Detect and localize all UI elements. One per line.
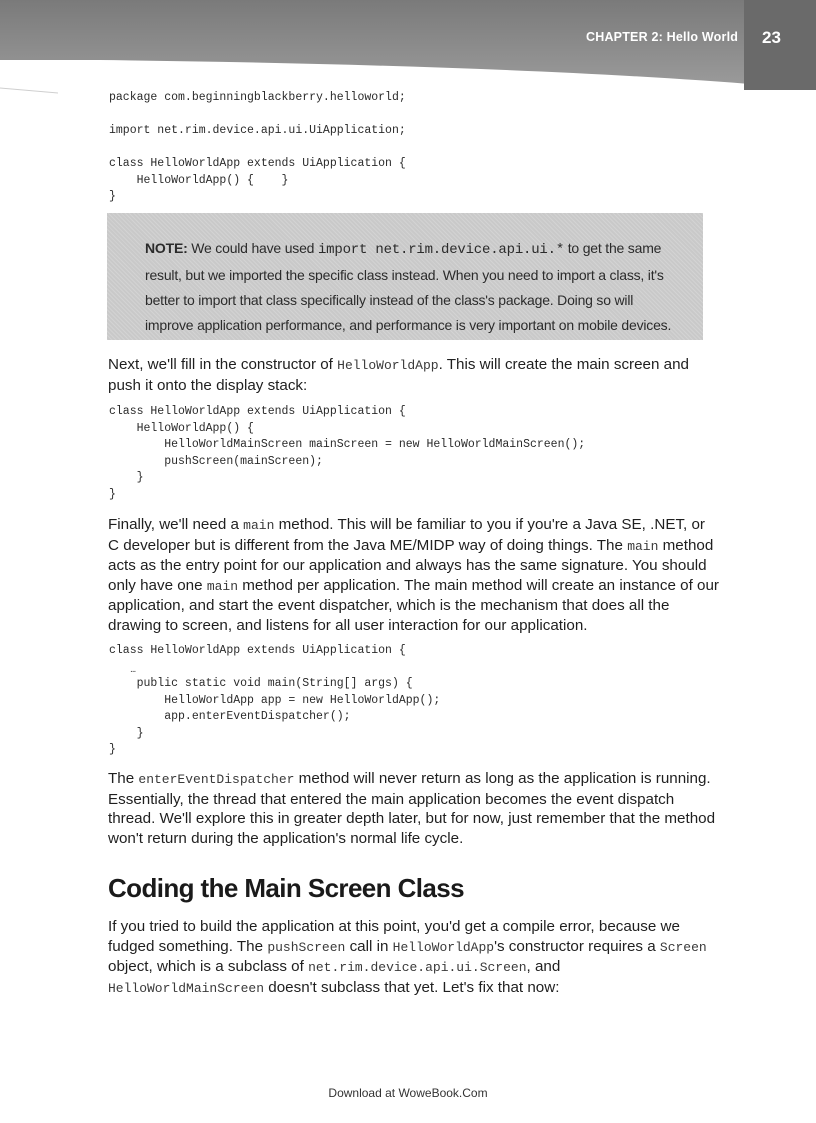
footer-download-notice: Download at WoweBook.Com: [328, 1086, 488, 1100]
p2-text-a: Finally, we'll need a: [108, 516, 239, 533]
p4-text-f: doesn't subclass that yet. Let's fix that now:: [268, 978, 560, 996]
page-number: 23: [762, 28, 781, 47]
p1-code: HelloWorldApp: [337, 358, 439, 373]
p2-text-c: method acts as the entry point for our application and always has the same signature. You should only have one: [108, 536, 714, 594]
section-heading: Coding the Main Screen Class: [108, 873, 464, 903]
note-text-1: We could have used: [191, 240, 315, 256]
p4-text-a: If you tried to build the application at this point, you'd get a compile error, because we fudged something. The: [108, 918, 680, 955]
note-text: [145, 236, 685, 338]
p1-text-a: Next, we'll fill in the constructor of: [108, 356, 333, 373]
paragraph-constructor: [108, 355, 720, 395]
note-box: [107, 213, 703, 340]
code-block-main-head: class HelloWorldApp extends UiApplication {: [109, 644, 406, 657]
p2-code-3: main: [206, 578, 239, 594]
p4-text-e: , and: [526, 958, 561, 976]
chapter-header-band: [0, 0, 816, 95]
p4-code-5: HelloWorldMainScreen: [108, 980, 265, 996]
p1-text-b: . This will create the main screen and push it onto the display stack:: [108, 356, 689, 394]
p3-code: enterEventDispatcher: [138, 772, 295, 787]
p2-code-2: main: [627, 538, 659, 554]
code-ellipsis: ...: [130, 664, 136, 675]
p4-code-2: HelloWorldApp: [392, 939, 495, 955]
note-code-import: import net.rim.device.api.ui.*: [317, 242, 565, 258]
code-block-imports: package com.beginningblackberry.helloworld; import net.rim.device.api.ui.UiApplication; class HelloWorldApp extends UiApplication { HelloWorldApp() { } }: [109, 91, 406, 203]
note-label: NOTE:: [145, 240, 188, 256]
p4-text-c: 's constructor requires a: [494, 937, 656, 955]
paragraph-main-method: [108, 515, 720, 636]
p3-text-b: method will never return as long as the application is running. Essentially, the thread that entered the main application becomes the event dispatch thread. We'll explore this in greater depth later, but for now, just remember that the method won't return during the application's normal life cycle.: [108, 770, 716, 847]
paragraph-main-screen: [108, 917, 720, 998]
p4-code-1: pushScreen: [267, 939, 346, 955]
paragraph-event-dispatcher: [108, 769, 720, 848]
p3-text-a: The: [108, 770, 135, 787]
chapter-title: CHAPTER 2: Hello World: [586, 30, 739, 44]
p2-text-b: method. This will be familiar to you if you're a Java SE, .NET, or C developer but is different from the Java ME/MIDP way of doing things. The: [108, 516, 705, 554]
p4-code-3: Screen: [659, 939, 707, 955]
p4-text-d: object, which is a subclass of: [108, 958, 304, 976]
note-text-2: to get the same result, but we imported the specific class instead. When you need to import a class, it's better to import that class specifically instead of the class's package. Doing so will improve application performance, and performance is very important on mobile devices.: [145, 240, 672, 333]
p4-text-b: call in: [349, 937, 389, 955]
p4-code-4: net.rim.device.api.ui.Screen: [308, 960, 527, 976]
p2-code-1: main: [243, 518, 275, 533]
code-block-constructor: class HelloWorldApp extends UiApplication { HelloWorldApp() { HelloWorldMainScreen mainScreen = new HelloWorldMainScreen(); pushScreen(mainScreen); } }: [109, 405, 586, 501]
code-block-main-body: public static void main(String[] args) { HelloWorldApp app = new HelloWorldApp(); app.enterEventDispatcher(); } }: [109, 677, 441, 756]
p2-text-d: method per application. The main method will create an instance of our application, and start the event dispatcher, which is the mechanism that does all the drawing to screen, and listens for all user interaction for our application.: [108, 576, 719, 634]
